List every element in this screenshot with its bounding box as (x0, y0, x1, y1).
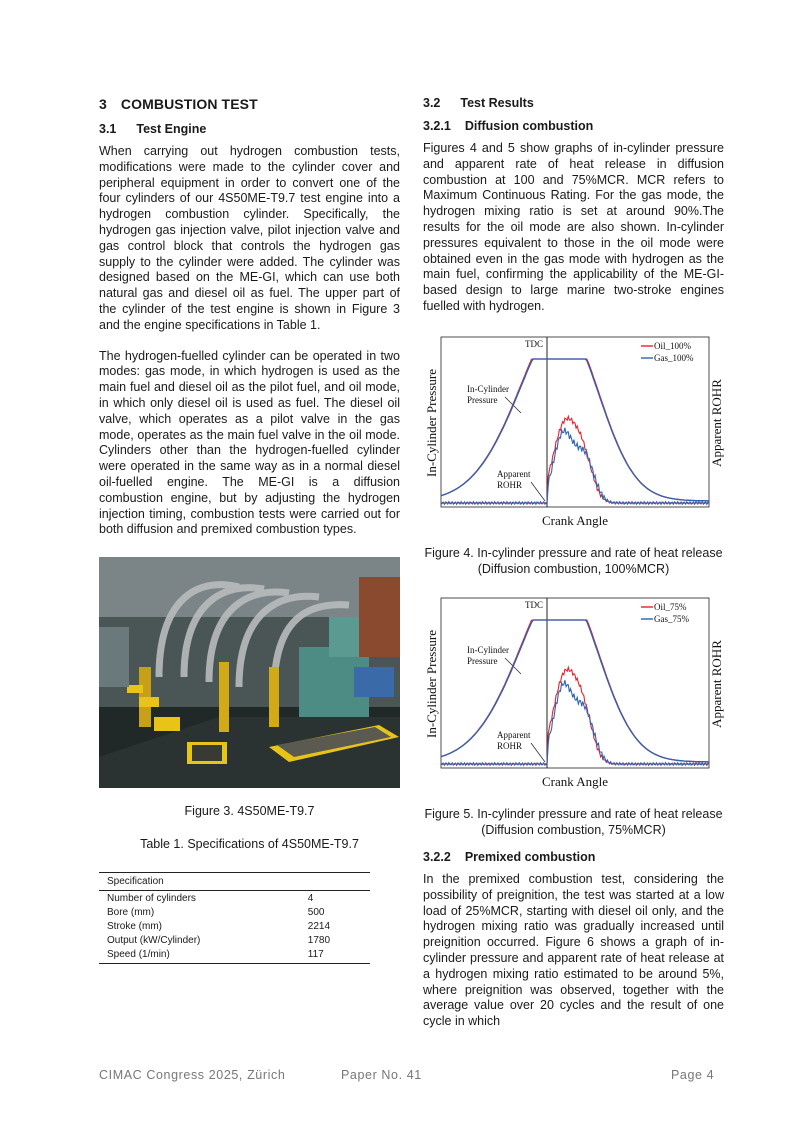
rohr-line-oil (441, 416, 709, 504)
section-number: 3 (99, 96, 107, 112)
table-cell: 500 (307, 906, 325, 918)
subsubsection-title: Premixed combustion (464, 850, 596, 864)
legend-entry: Oil_75% (654, 602, 687, 612)
body-paragraph: In the premixed combustion test, considering the possibility of preignition, the test was started at a low load of 25%MCR, starting with diesel oil only, and the hydrogen mixing ratio was gradually increased until preignition occurred. Figure 6 shows a graph of in-cylinder pressure and apparent rate of heat release at a hydrogen mixing ratio estimated to be around 5%, where preignition was observed, together with the average value over 20 cycles and the result of one cycle in which (423, 872, 724, 1029)
body-paragraph: Figures 4 and 5 show graphs of in-cylinder pressure and apparent rate of heat release in diffusion combustion at 100 and 75%MCR. MCR refers to Maximum Continuous Rating. For the gas mode, the hydrogen mixing ratio is set at around 90%.The results for the oil mode are also shown. In-cylinder pressures equivalent to those in the oil mode were obtained even in the gas mode with hydrogen as the main fuel, confirming the applicability of the ME-GI-based design to large marine two-stroke engines fuelled with hydrogen. (423, 141, 724, 313)
pressure-line-gas (441, 359, 709, 501)
tdc-label: TDC (525, 339, 543, 349)
footer-conference: CIMAC Congress 2025, Zürich (99, 1068, 286, 1082)
table-cell: 117 (300, 947, 370, 963)
subsubsection-number: 3.2.1 (423, 119, 451, 133)
subsubsection-title: Diffusion combustion (464, 119, 594, 133)
spec-table-header: Specification (99, 873, 370, 891)
figure-caption: Figure 3. 4S50ME-T9.7 (184, 804, 315, 819)
table-cell: Number of cylinders (107, 892, 196, 904)
subsection-title: Test Results (460, 96, 534, 110)
left-column (99, 92, 400, 964)
footer-paper-number: Paper No. 41 (341, 1068, 422, 1082)
y2-axis-label: Apparent ROHR (709, 379, 724, 467)
subsection-number: 3.1 (99, 122, 117, 136)
legend-entry: Oil_100% (654, 341, 691, 351)
table-cell: Speed (1/min) (99, 947, 300, 963)
subsubsection-heading (423, 850, 724, 864)
table-cell: 4 (307, 892, 314, 904)
table-cell: Stroke (mm) (107, 920, 162, 932)
body-paragraph: When carrying out hydrogen combustion tests, modifications were made to the cylinder cover and peripheral equipment in order to convert one of the four cylinders of our 4S50ME-T9.7 test engine into a hydrogen combustion cylinder. Specifically, the hydrogen gas injection valve, pilot injection valve and gas control block that controls the hydrogen gas supply to the cylinder were added. The cylinder was designed based on the ME-GI, which can use both natural gas and diesel oil as fuel. The upper part of the cylinder of the test engine is shown in Figure 3 and the engine specifications in Table 1. (99, 144, 400, 332)
annotation-label: Pressure (467, 656, 498, 666)
table-row (99, 919, 370, 933)
legend-entry: Gas_100% (654, 353, 694, 363)
subsection-number: 3.2 (423, 96, 441, 110)
engine-photo (99, 557, 400, 788)
section-heading (99, 96, 400, 112)
spec-table (99, 872, 370, 964)
figure-4-chart (423, 335, 724, 529)
subsubsection-number: 3.2.2 (423, 850, 451, 864)
subsection-title: Test Engine (136, 122, 207, 136)
rohr-line-oil (441, 667, 709, 765)
rohr-line-gas (441, 680, 709, 765)
table-row (99, 933, 370, 947)
figure-4 (423, 335, 724, 577)
tdc-label: TDC (525, 600, 543, 610)
annotation-label: In-Cylinder (467, 645, 509, 655)
table-row (99, 891, 370, 906)
section-title: COMBUSTION TEST (120, 96, 258, 112)
annotation-label: ROHR (497, 480, 523, 490)
y-axis-label: In-Cylinder Pressure (424, 369, 439, 477)
table-row (99, 905, 370, 919)
figure-caption: Figure 4. In-cylinder pressure and rate of heat release (Diffusion combustion, 100%MCR) (424, 546, 723, 576)
annotation-label: Pressure (467, 395, 498, 405)
annotation-label: ROHR (497, 741, 523, 751)
annotation-label: Apparent (497, 730, 531, 740)
pressure-line-oil (441, 359, 709, 501)
subsubsection-heading (423, 119, 724, 133)
table-cell: 1780 (307, 934, 331, 946)
table-row (99, 947, 370, 963)
right-column (423, 92, 724, 315)
subsection-heading (423, 96, 724, 110)
table-cell: Bore (mm) (107, 906, 155, 918)
legend-entry: Gas_75% (654, 614, 689, 624)
footer-page-number: Page 4 (671, 1068, 715, 1082)
x-axis-label: Crank Angle (541, 513, 609, 528)
engine-photo-art (99, 557, 400, 788)
table-cell: 2214 (307, 920, 331, 932)
figure-caption: Figure 5. In-cylinder pressure and rate of heat release (Diffusion combustion, 75%MCR) (424, 807, 723, 837)
figure-5 (423, 596, 724, 838)
right-column-bottom (423, 850, 724, 1030)
figure-5-chart (423, 596, 724, 790)
body-paragraph: The hydrogen-fuelled cylinder can be operated in two modes: gas mode, in which hydrogen is used as the main fuel and diesel oil as the pilot fuel, and oil mode, in which only diesel oil is used as fuel. The diesel oil valve, which operates as a pilot valve in the gas mode, operates as the main fuel valve in the oil mode. Cylinders other than the hydrogen-fuelled cylinder were operated in the same way as in a normal diesel oil-fuelled engine. The ME-GI is a diffusion combustion engine, but by adjusting the hydrogen injection timing, combustion tests were carried out for both diffusion and premixed combustion types. (99, 348, 400, 537)
table-caption: Table 1. Specifications of 4S50ME-T9.7 (140, 836, 359, 851)
table-cell: Output (kW/Cylinder) (107, 934, 201, 946)
y-axis-label: In-Cylinder Pressure (424, 630, 439, 738)
pressure-line-gas (441, 620, 709, 762)
annotation-label: In-Cylinder (467, 384, 509, 394)
x-axis-label: Crank Angle (541, 774, 609, 789)
annotation-label: Apparent (497, 469, 531, 479)
annotation-leader (531, 482, 545, 501)
pressure-line-oil (441, 620, 709, 762)
y2-axis-label: Apparent ROHR (709, 640, 724, 728)
subsection-heading (99, 122, 400, 136)
annotation-leader (531, 743, 545, 762)
